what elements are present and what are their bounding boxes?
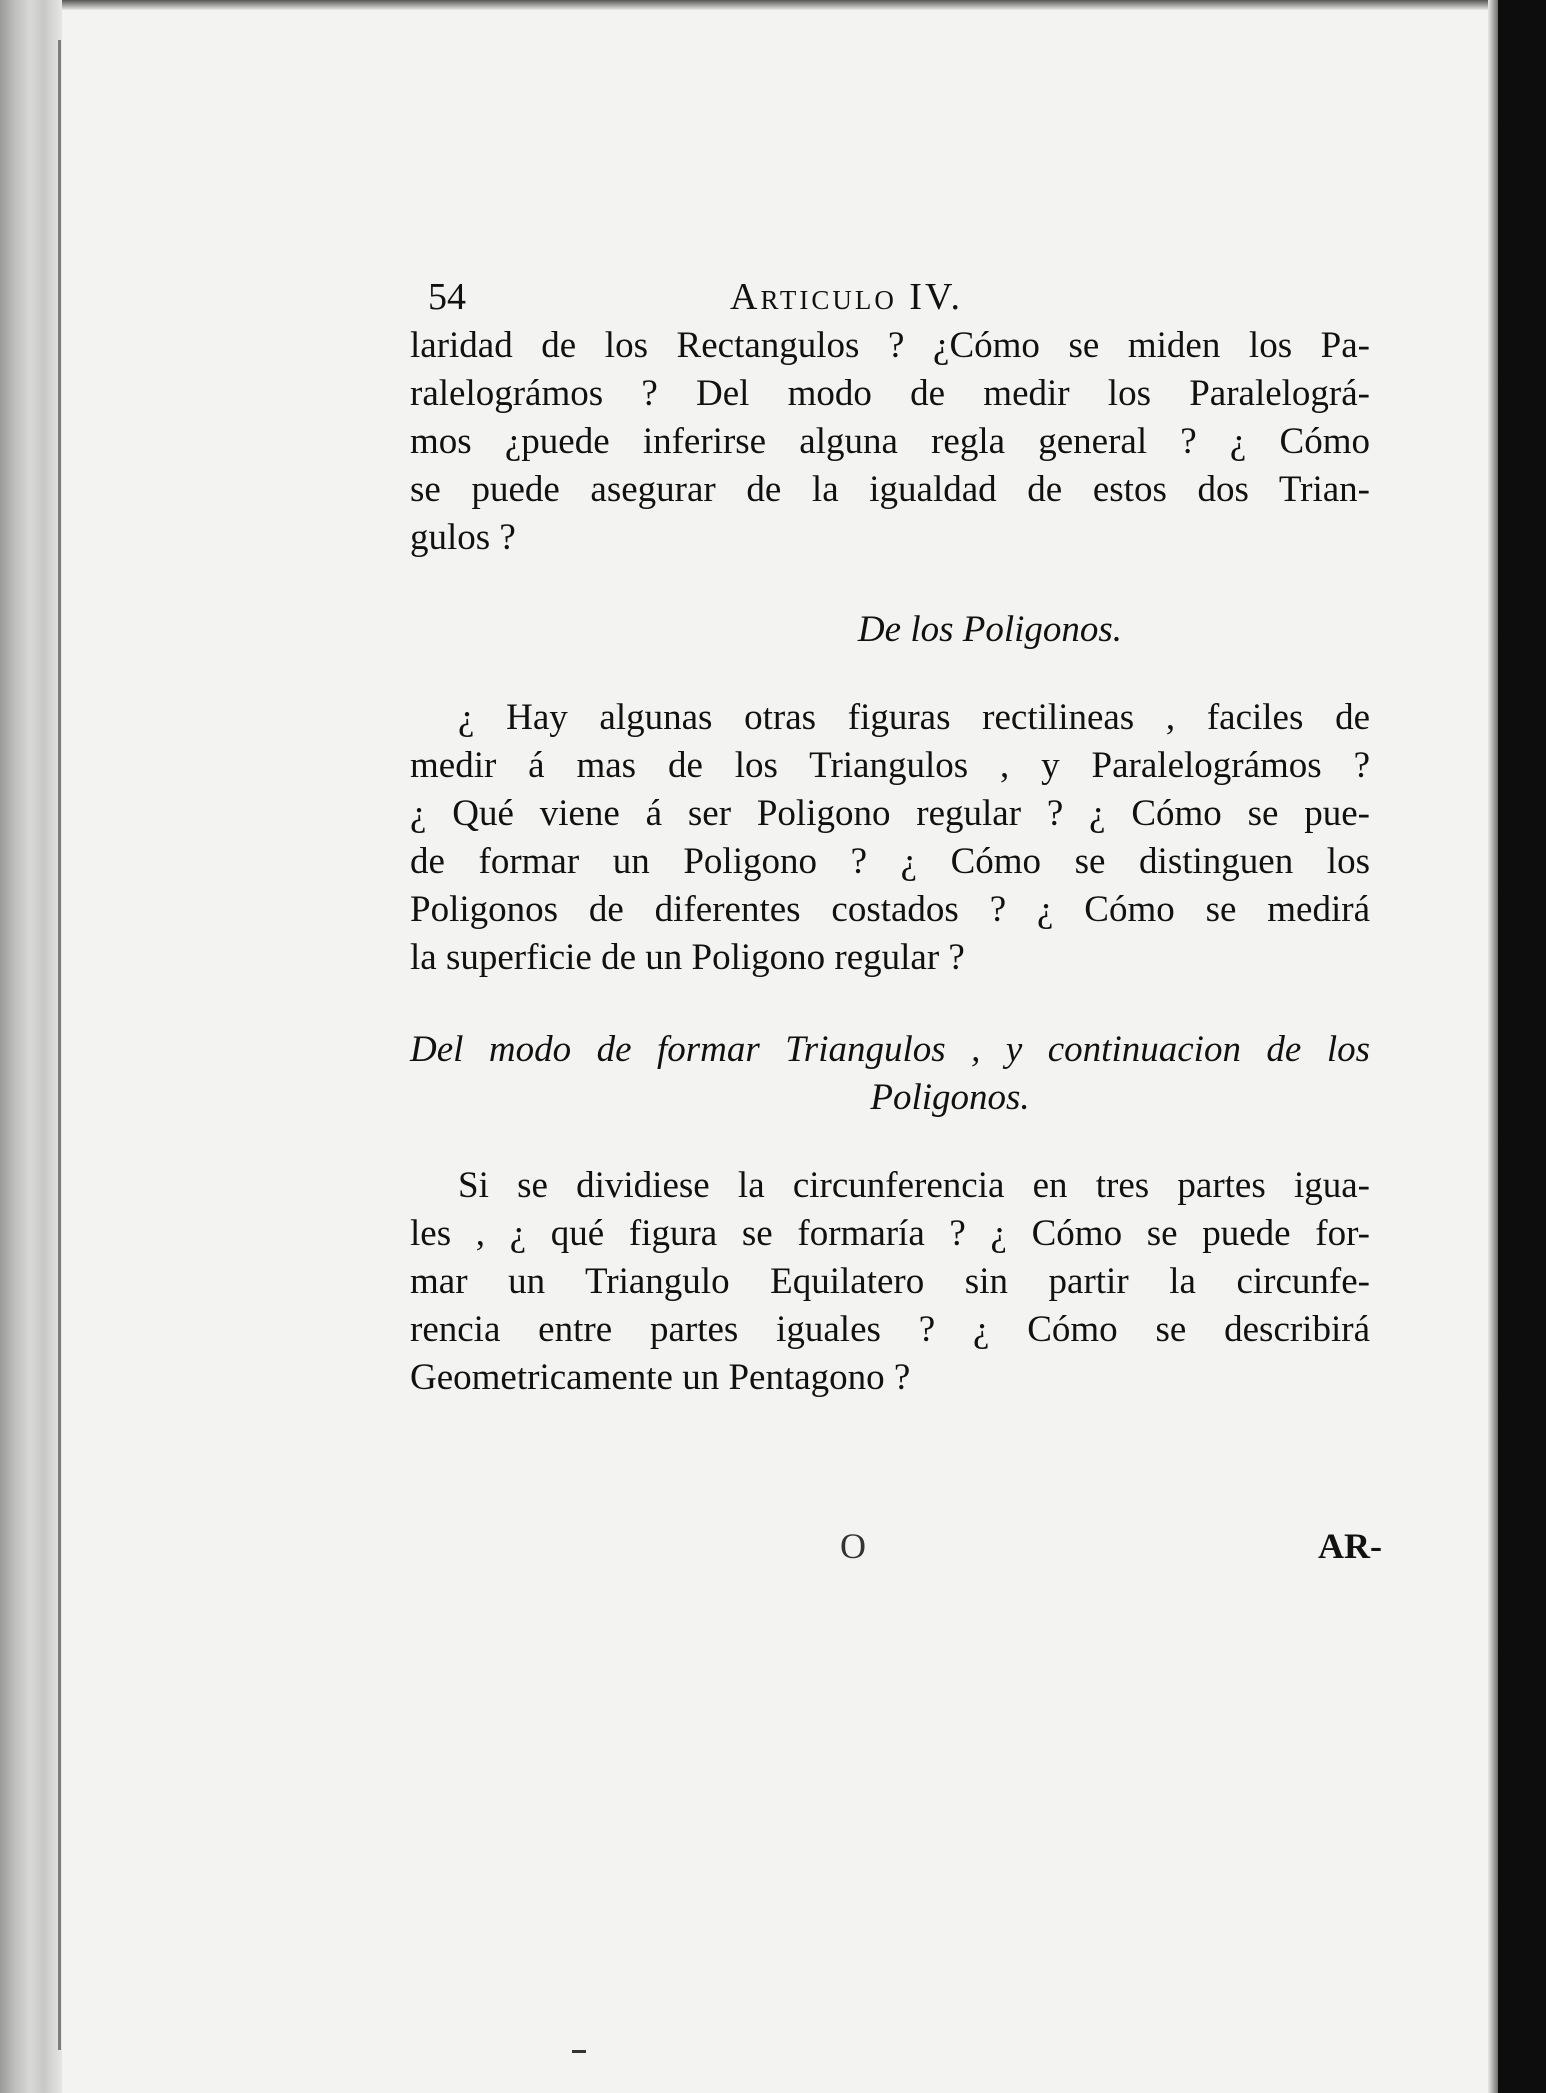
paragraph-line: Si se dividiese la circunferencia en tres partes igua- (458, 1165, 1370, 1206)
paragraph-line: mos ¿puede inferirse alguna regla general ? ¿ Cómo (410, 421, 1370, 462)
paragraph-line: mar un Triangulo Equilatero sin partir la circunfe- (410, 1261, 1370, 1302)
right-page-edge (1488, 0, 1498, 2093)
paragraph-line: Poligonos de diferentes costados ? ¿ Cómo se medirá (410, 889, 1370, 930)
paragraph-line: Geometricamente un Pentagono ? (410, 1357, 911, 1398)
paragraph-line: medir á mas de los Triangulos , y Paralelográmos ? (410, 745, 1370, 786)
paragraph-2-continued (410, 742, 1370, 982)
bottom-mark (572, 2050, 586, 2053)
page-number: 54 (428, 276, 466, 318)
section-heading-line: Poligonos. (870, 1077, 1030, 1118)
gutter-fold-line (58, 40, 61, 2050)
paragraph-3 (410, 1162, 1370, 1210)
running-head-title: Articulo IV. (730, 276, 964, 318)
section-heading-triangulos (410, 1026, 1370, 1074)
paragraph-line: rencia entre partes iguales ? ¿ Cómo se describirá (410, 1309, 1370, 1350)
right-scan-border (1498, 0, 1546, 2093)
paragraph-line: les , ¿ qué figura se formaría ? ¿ Cómo se puede for- (410, 1213, 1370, 1254)
paragraph-line: ralelográmos ? Del modo de medir los Paralelográ- (410, 373, 1370, 414)
paragraph-3-continued (410, 1210, 1370, 1402)
paragraph-2 (410, 694, 1370, 742)
paragraph-line: ¿ Hay algunas otras figuras rectilineas , faciles de (458, 697, 1370, 738)
signature-mark: O (840, 1526, 866, 1566)
page-body (410, 272, 1382, 1566)
catchword: AR- (1318, 1526, 1382, 1566)
paragraph-1 (410, 322, 1370, 562)
paragraph-line: laridad de los Rectangulos ? ¿Cómo se miden los Pa- (410, 325, 1370, 366)
section-heading-line: Del modo de formar Triangulos , y continuacion de los (410, 1029, 1370, 1070)
paragraph-line: la superficie de un Poligono regular ? (410, 937, 965, 978)
top-scan-edge (0, 0, 1546, 10)
paragraph-line: ¿ Qué viene á ser Poligono regular ? ¿ Cómo se pue- (410, 793, 1370, 834)
paragraph-line: de formar un Poligono ? ¿ Cómo se distinguen los (410, 841, 1370, 882)
paragraph-line: gulos ? (410, 517, 516, 558)
paragraph-line: se puede asegurar de la igualdad de estos dos Trian- (410, 469, 1370, 510)
section-heading-poligonos: De los Poligonos. (857, 609, 1123, 650)
book-gutter (0, 0, 62, 2093)
page-footer (410, 1522, 1382, 1572)
running-head (410, 272, 1370, 322)
